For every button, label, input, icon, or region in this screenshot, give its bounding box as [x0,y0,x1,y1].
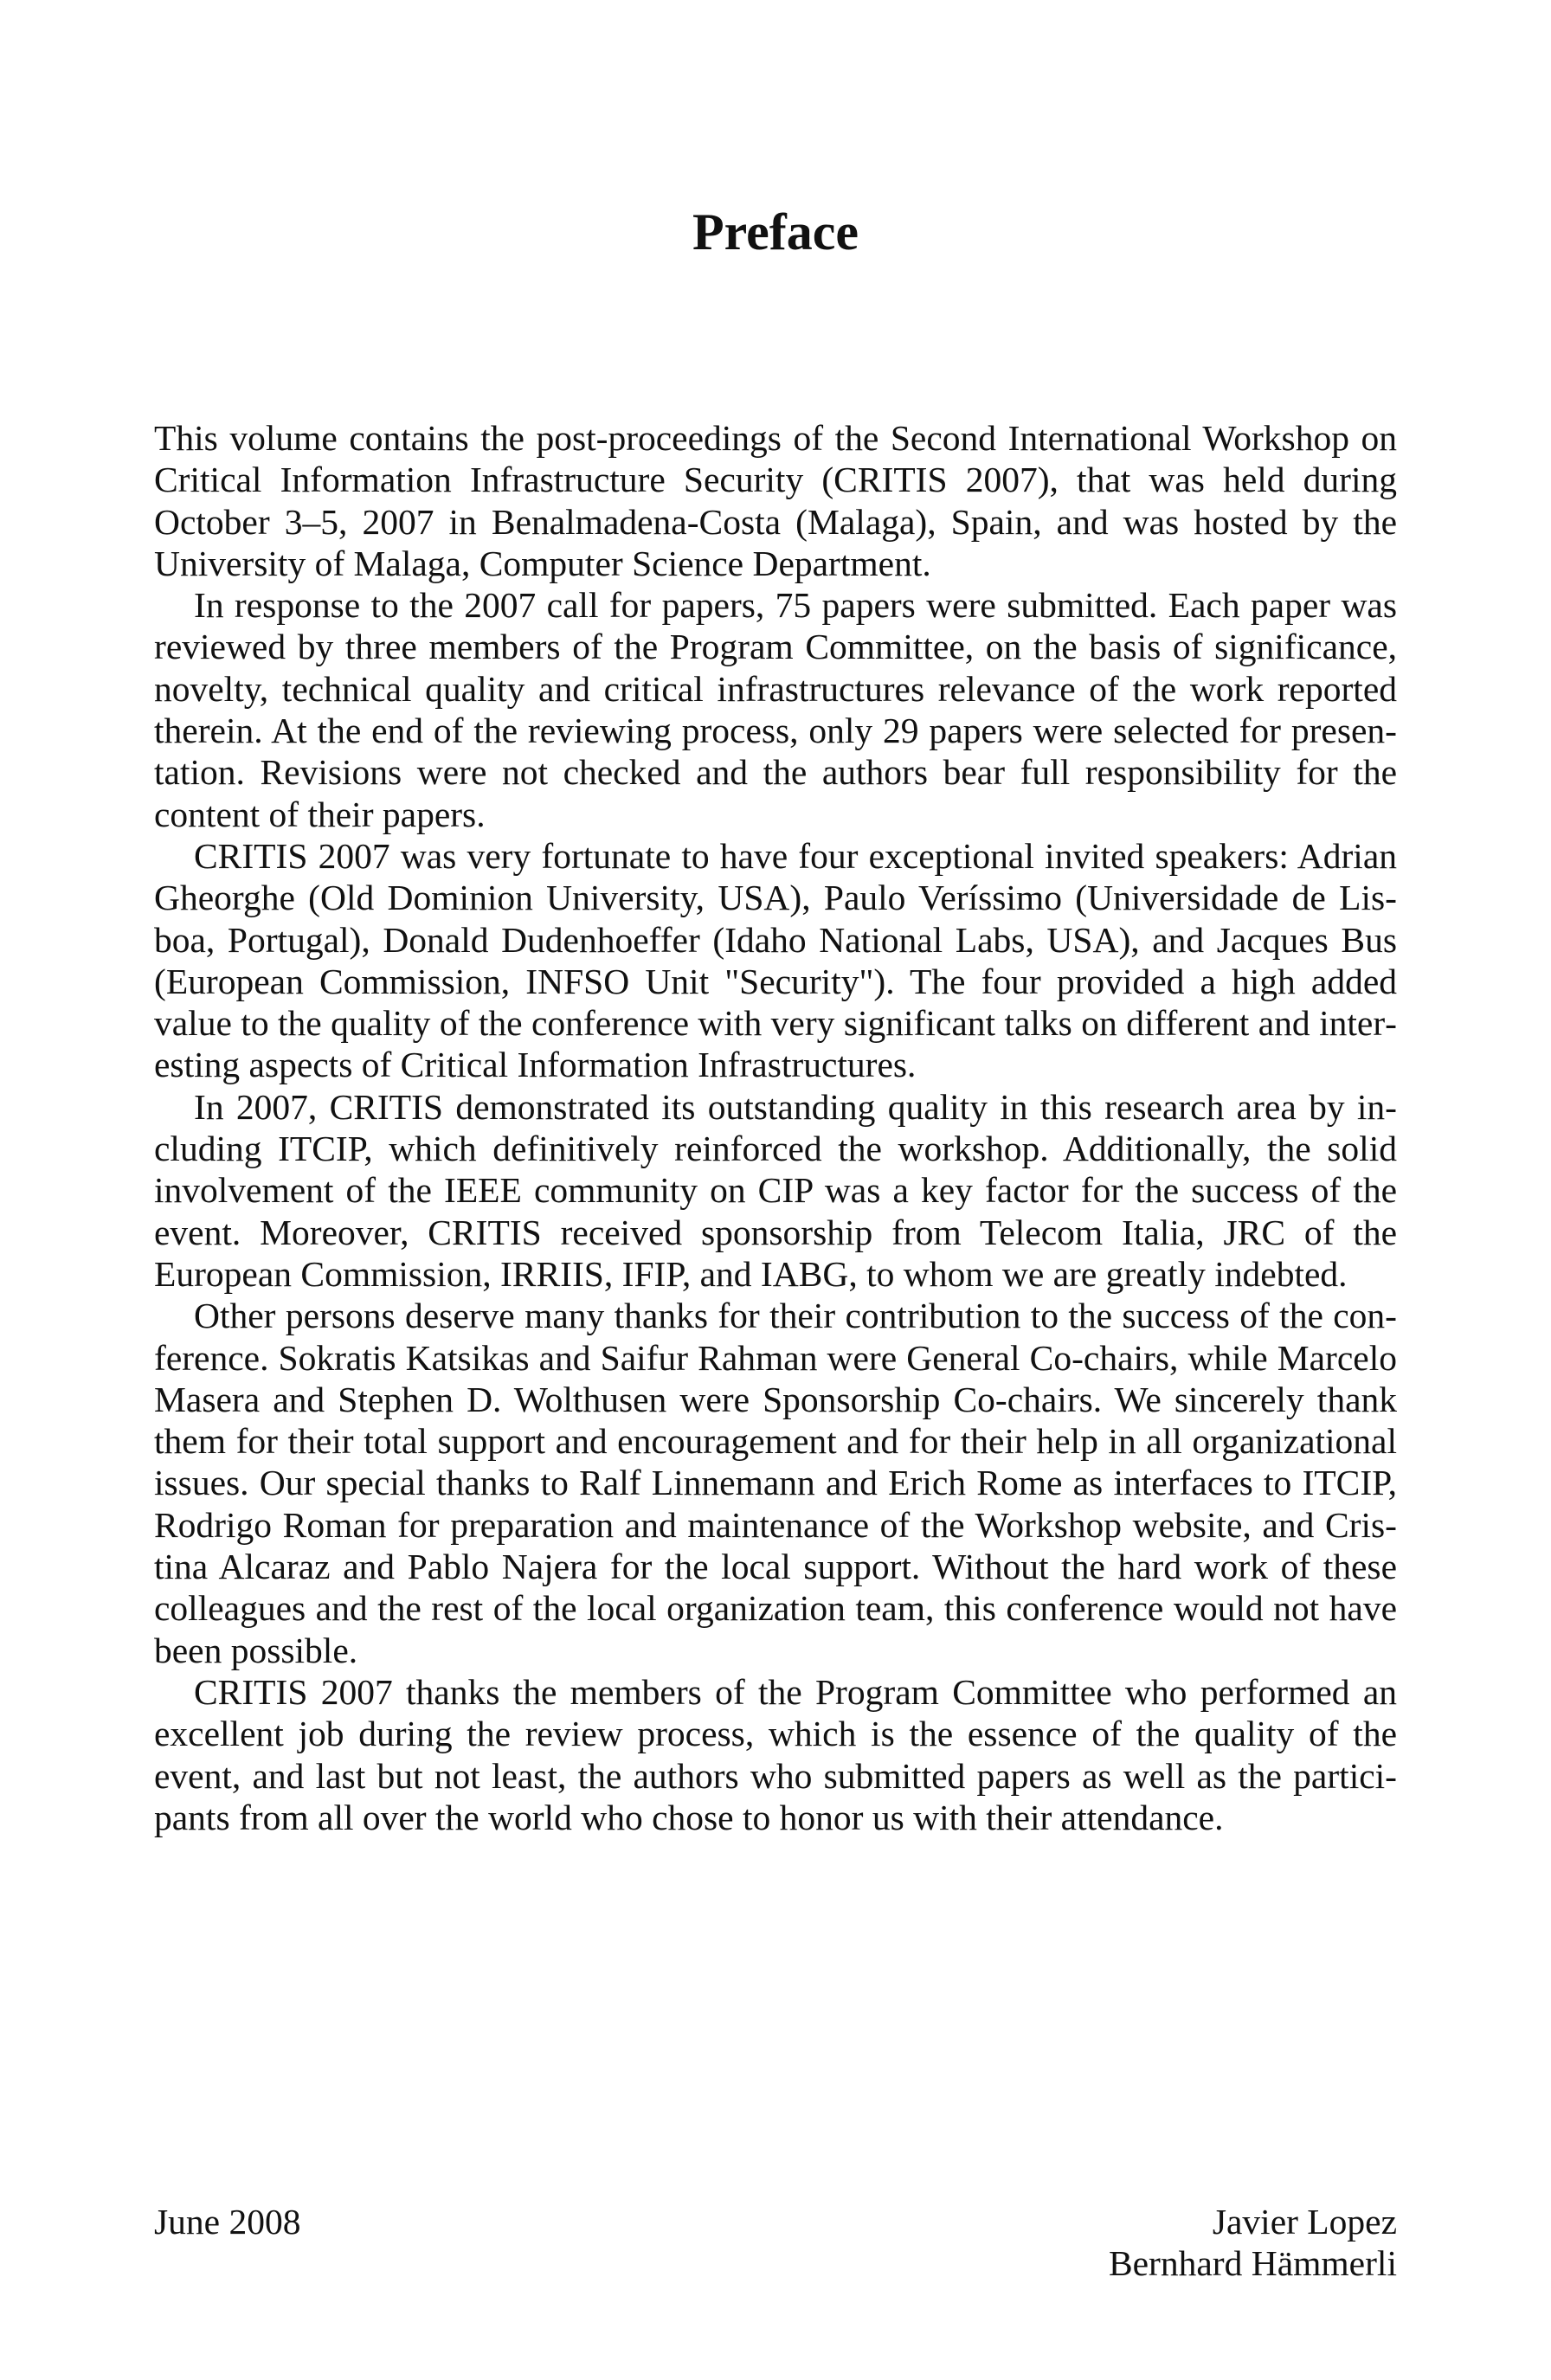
paragraph-3: CRITIS 2007 was very fortunate to have four exceptional invited speakers: Adrian Gheorghe (Old Dominion University, USA), Paulo Veríssimo (Universidade de Lisboa, Portugal), Donald Dudenhoeffer (Idaho National Labs, USA), and Jacques Bus (European Commission, INFSO Unit "Security"). The four provided a high added value to the quality of the conference with very significant talks on different and interesting aspects of Critical Information Infrastructures. [154,835,1397,1085]
paragraph-1: This volume contains the post-proceedings of the Second International Workshop on Critical Information Infrastructure Security (CRITIS 2007), that was held during October 3–5, 2007 in Benalmadena-Costa (Malaga), Spain, and was hosted by the University of Malaga, Computer Science Department. [154,418,1397,583]
paragraph-2: In response to the 2007 call for papers, 75 papers were submitted. Each paper was reviewed by three members of the Program Committee, on the basis of significance, novelty, technical quality and critical infrastructures relevance of the work reported therein. At the end of the reviewing process, only 29 papers were selected for presentation. Revisions were not checked and the authors bear full responsibility for the content of their papers. [154,585,1397,834]
signature-date: June 2008 [154,2202,301,2242]
paragraph-6: CRITIS 2007 thanks the members of the Program Committee who performed an excellent job during the review process, which is the essence of the quality of the event, and last but not least, the authors who submitted papers as well as the participants from all over the world who chose to honor us with their attendance. [154,1671,1397,1837]
author-name: Javier Lopez [1212,2202,1397,2242]
paragraph-5: Other persons deserve many thanks for their contribution to the success of the conference. Sokratis Katsikas and Saifur Rahman were General Co-chairs, while Marcelo Masera and Stephen D. Wolthusen were Sponsorship Co-chairs. We sincerely thank them for their total support and encouragement and for their help in all organizational issues. Our special thanks to Ralf Linnemann and Erich Rome as interfaces to ITCIP, Rodrigo Roman for preparation and maintenance of the Workshop website, and Cristina Alcaraz and Pablo Najera for the local support. Without the hard work of these colleagues and the rest of the local organization team, this conference would not have been possible. [154,1296,1397,1670]
signature-authors [1109,2201,1397,2285]
preface-body [154,417,1397,1838]
paragraph-4: In 2007, CRITIS demonstrated its outstanding quality in this research area by including ITCIP, which definitively reinforced the workshop. Additionally, the solid involvement of the IEEE community on CIP was a key factor for the success of the event. Moreover, CRITIS received sponsorship from Telecom Italia, JRC of the European Commission, IRRIIS, IFIP, and IABG, to whom we are greatly indebted. [154,1086,1397,1294]
author-name: Bernhard Hämmerli [1108,2243,1397,2284]
page-title: Preface [692,203,859,261]
